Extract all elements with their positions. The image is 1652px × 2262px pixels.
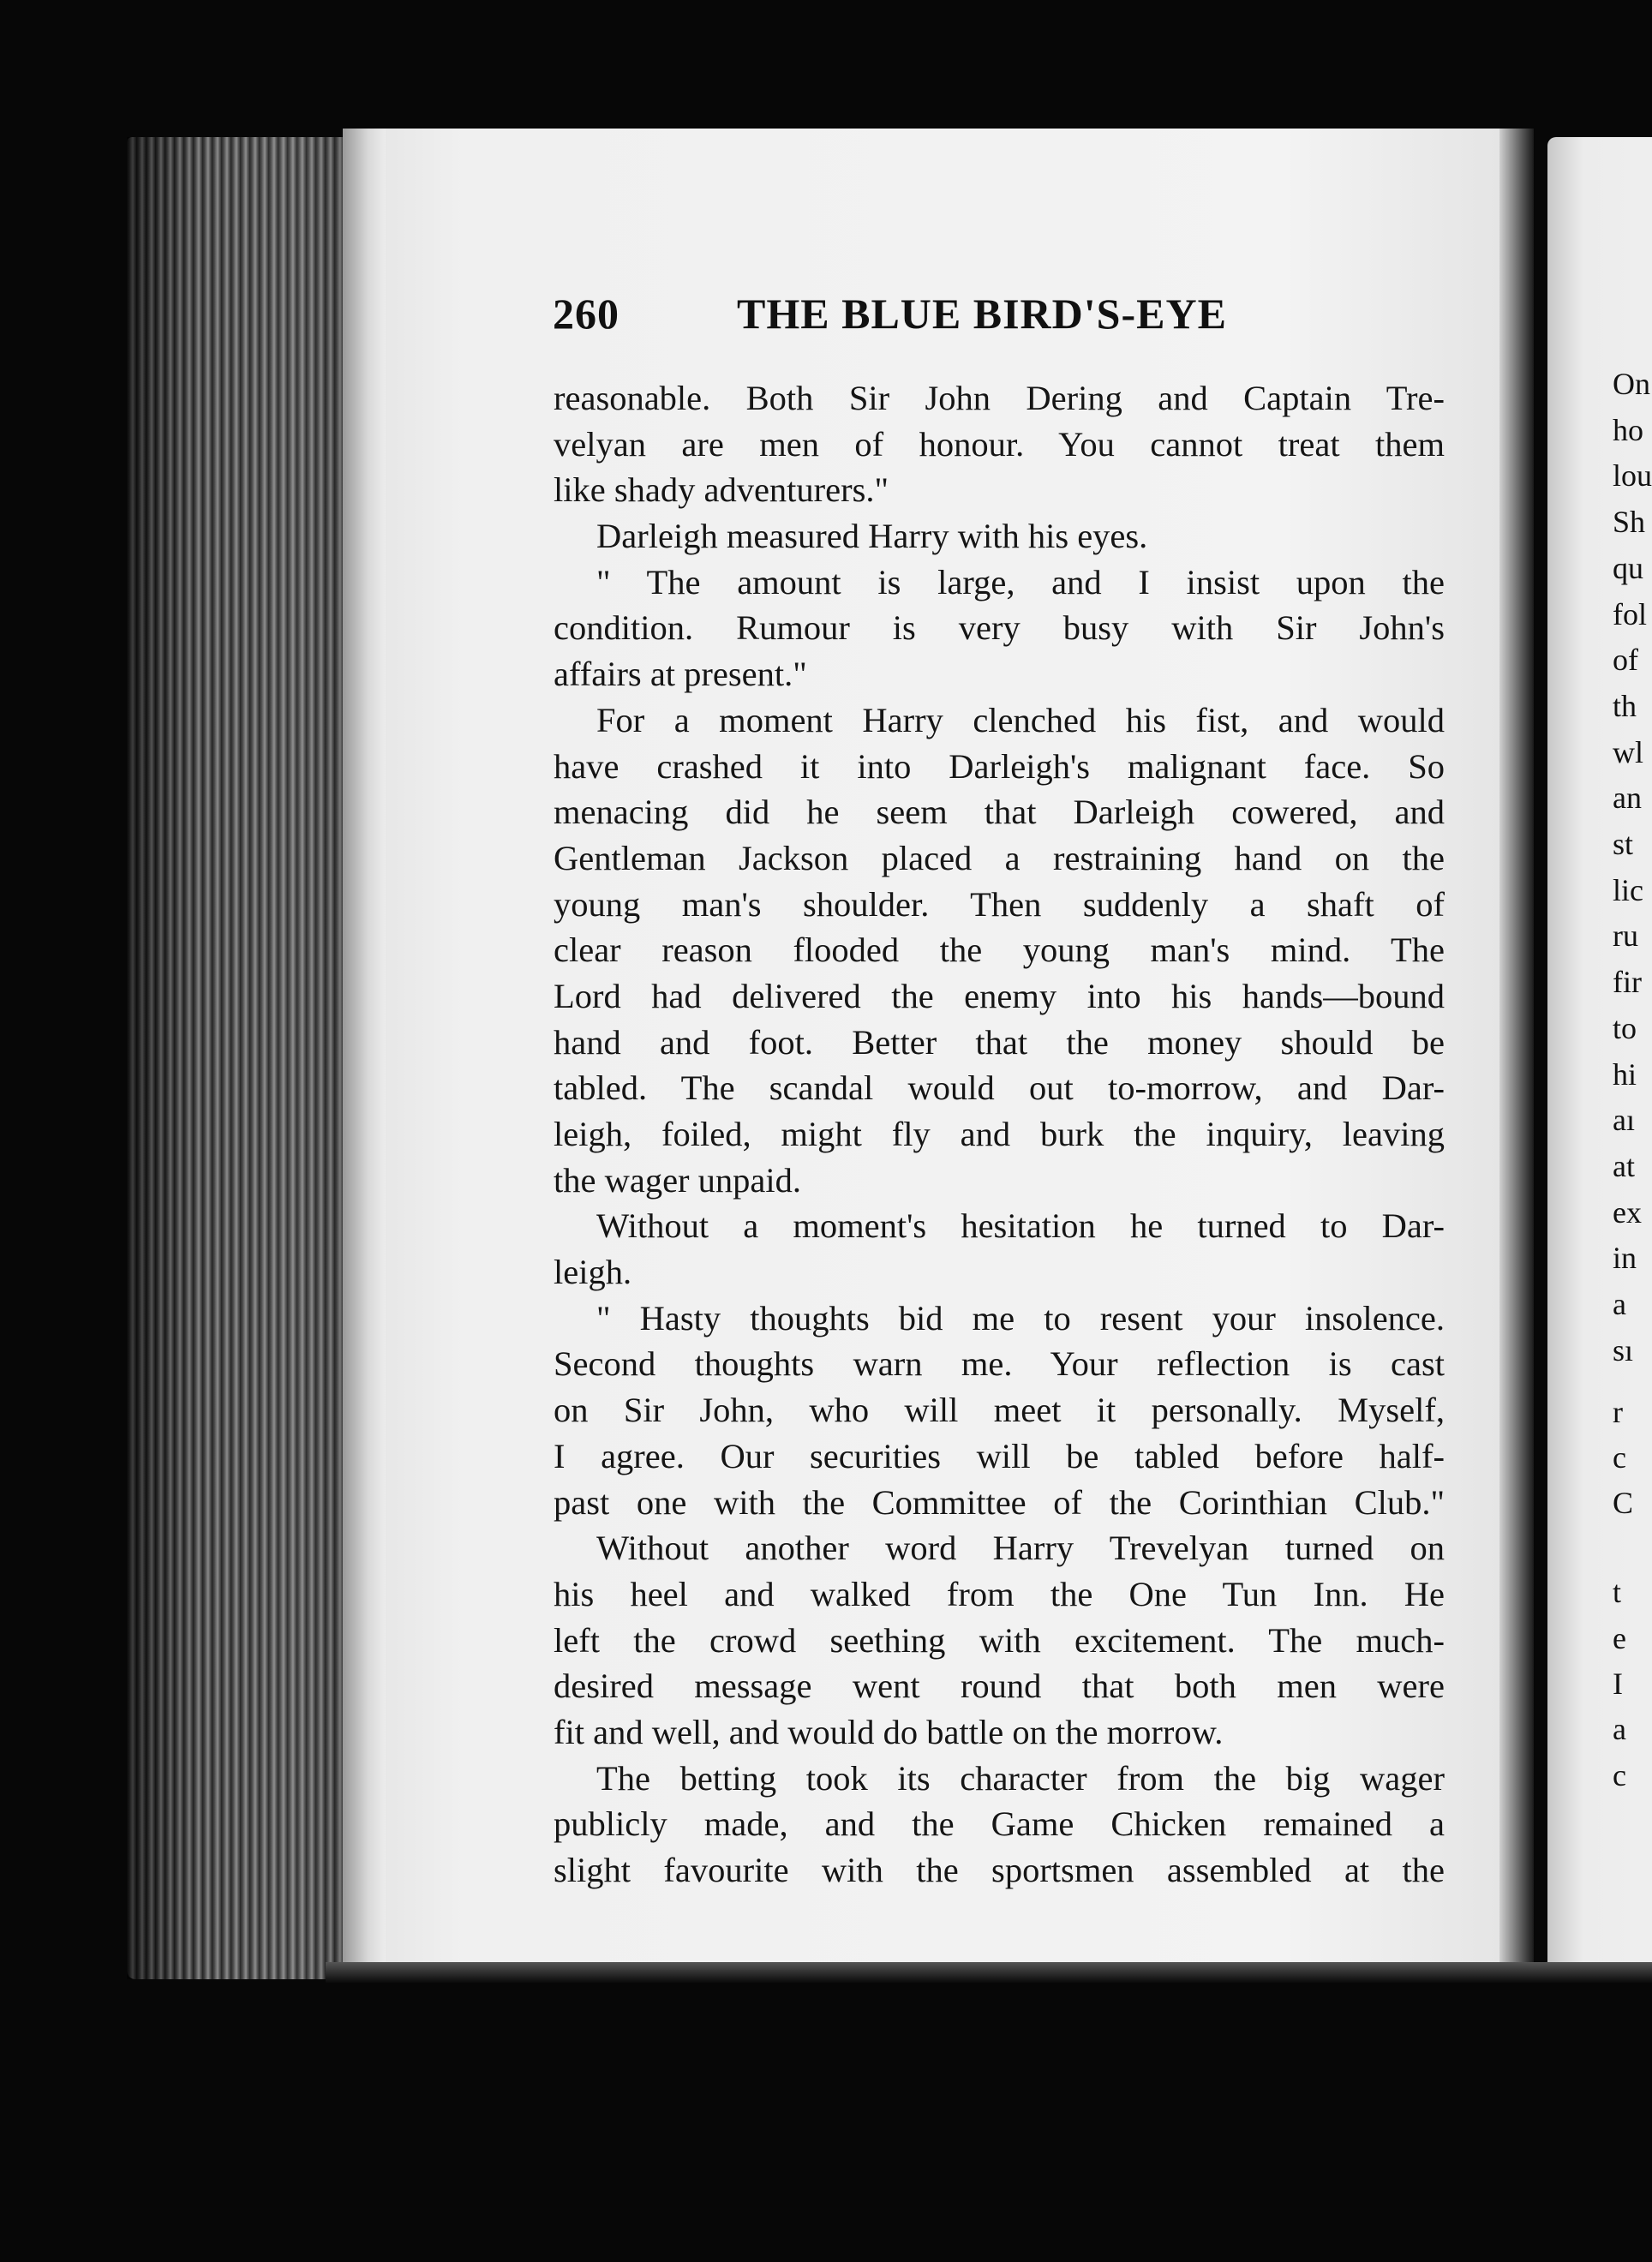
text-line: menacing did he seem that Darleigh cowered, and (554, 793, 1445, 832)
facing-page-fragment: aı (1613, 1103, 1635, 1138)
text-line: like shady adventurers." (554, 470, 889, 510)
facing-page-fragment: an (1613, 781, 1642, 816)
facing-page-fragment: of (1613, 643, 1638, 678)
text-line: " The amount is large, and I insist upon the (596, 562, 1445, 601)
facing-page-fragment: On (1613, 367, 1650, 401)
text-line: velyan are men of honour. You cannot treat them (554, 424, 1445, 464)
text-line: the wager unpaid. (554, 1160, 802, 1200)
facing-page-fragment: r (1613, 1395, 1623, 1429)
facing-page-fragment: wl (1613, 734, 1643, 769)
facing-page-fragment: e (1613, 1621, 1626, 1655)
text-line: his heel and walked from the One Tun Inn. He (554, 1574, 1445, 1613)
running-title: THE BLUE BIRD'S-EYE (737, 290, 1227, 338)
facing-page-fragment: in (1613, 1241, 1637, 1276)
facing-page-fragment: c (1613, 1440, 1626, 1475)
facing-page-fragment: Sh (1613, 505, 1646, 540)
text-line: leigh. (554, 1253, 632, 1292)
book-page-edges (127, 137, 375, 1979)
text-line: have crashed it into Darleigh's malignant face. So (554, 746, 1445, 786)
facing-page-fragment: ho (1613, 412, 1643, 447)
text-line: past one with the Committee of the Corinthian Club." (554, 1482, 1445, 1522)
text-line: For a moment Harry clenched his fist, and would (596, 700, 1445, 739)
text-line: I agree. Our securities will be tabled before half- (554, 1436, 1445, 1475)
facing-page-fragment: c (1613, 1758, 1626, 1792)
text-line: clear reason flooded the young man's mind. The (554, 931, 1445, 970)
text-line: young man's shoulder. Then suddenly a shaft of (554, 884, 1445, 924)
facing-page-fragment: ru (1613, 919, 1638, 954)
text-line: Without another word Harry Trevelyan turned on (596, 1529, 1445, 1568)
text-line: on Sir John, who will meet it personally. Myself, (554, 1391, 1445, 1430)
text-line: The betting took its character from the big wager (596, 1758, 1445, 1798)
facing-page-fragment: t (1613, 1575, 1622, 1609)
facing-page-fragment: lou (1613, 458, 1652, 494)
facing-page-fragment: lic (1613, 872, 1643, 907)
text-line: Darleigh measured Harry with his eyes. (596, 517, 1148, 556)
text-line: condition. Rumour is very busy with Sir John's (554, 608, 1445, 648)
text-line: Gentleman Jackson placed a restraining hand on the (554, 838, 1445, 877)
text-line: " Hasty thoughts bid me to resent your insolence. (596, 1298, 1445, 1337)
text-line: affairs at present." (554, 655, 807, 694)
running-header (553, 289, 1281, 340)
facing-page (1547, 137, 1652, 1979)
facing-page-fragment: a (1613, 1287, 1626, 1321)
facing-page-fragment: fir (1613, 965, 1642, 1000)
page-fold-shadow (1499, 129, 1534, 1971)
facing-page-fragment: C (1613, 1486, 1634, 1520)
facing-page-fragment: fol (1613, 596, 1647, 631)
gutter-shadow (343, 129, 386, 1971)
facing-page-fragment: hi (1613, 1056, 1637, 1092)
facing-page-fragment: th (1613, 688, 1637, 723)
text-line: fit and well, and would do battle on the morrow. (554, 1712, 1224, 1751)
text-line: reasonable. Both Sir John Dering and Captain Tre- (554, 379, 1445, 417)
text-line: left the crowd seething with excitement. The much- (554, 1620, 1445, 1660)
page-number: 260 (553, 290, 620, 338)
facing-page-fragment: I (1613, 1667, 1623, 1701)
text-line: leigh, foiled, might fly and burk the inquiry, leaving (554, 1115, 1445, 1153)
text-line: desired message went round that both men were (554, 1667, 1445, 1706)
facing-page-fragment: at (1613, 1148, 1635, 1183)
facing-page-fragment: to (1613, 1010, 1637, 1045)
body-text (554, 375, 1445, 1894)
facing-page-fragment: qu (1613, 550, 1643, 585)
text-line: hand and foot. Better that the money should be (554, 1022, 1445, 1062)
book-bottom-edge (326, 1962, 1652, 1983)
text-line: Second thoughts warn me. Your reflection is cast (554, 1344, 1445, 1384)
text-line: slight favourite with the sportsmen assembled at the (554, 1851, 1445, 1889)
facing-page-fragment: ex (1613, 1194, 1642, 1230)
text-line: publicly made, and the Game Chicken remained a (554, 1804, 1445, 1844)
facing-page-fragment: st (1613, 827, 1634, 861)
text-line: Lord had delivered the enemy into his hands—bound (554, 976, 1445, 1015)
facing-page-fragment: sı (1613, 1332, 1634, 1367)
text-line: tabled. The scandal would out to-morrow, and Dar- (554, 1068, 1445, 1108)
facing-page-fragment: a (1613, 1712, 1626, 1746)
text-line: Without a moment's hesitation he turned to Dar- (596, 1206, 1445, 1246)
